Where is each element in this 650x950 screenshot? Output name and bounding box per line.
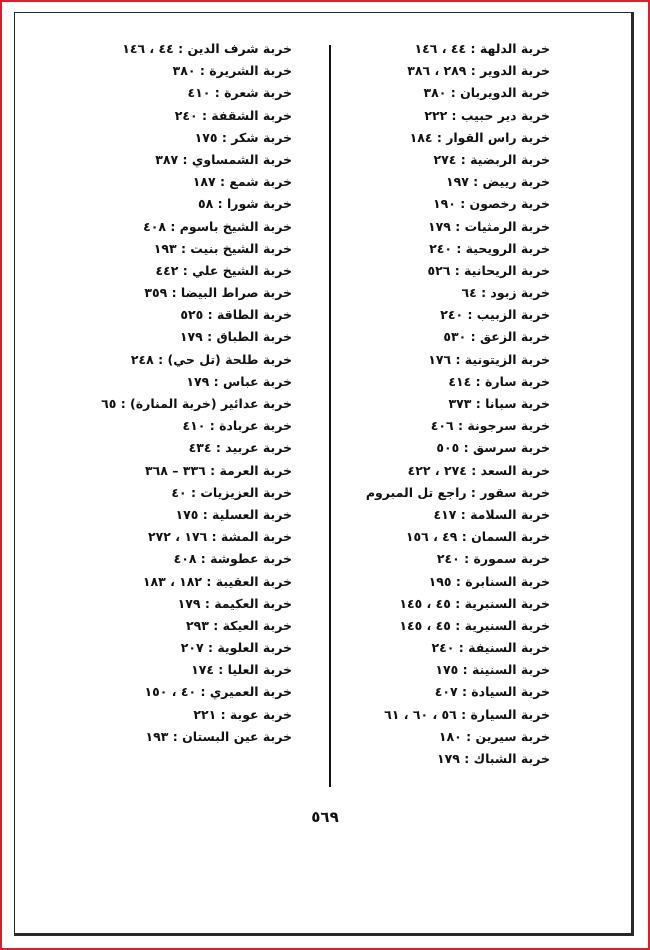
index-entry: خربة الزبيب : ٢٤٠ bbox=[440, 307, 550, 323]
index-entry: خربة الرويحية : ٢٤٠ bbox=[429, 240, 550, 256]
index-entry: خربة العرمة : ٣٣٦ – ٣٦٨ bbox=[145, 462, 292, 478]
index-entry: خربة شمع : ١٨٧ bbox=[192, 174, 292, 190]
index-entry: خربة العكيمة : ١٧٩ bbox=[177, 595, 292, 611]
index-entry: خربة السنابرة : ١٩٥ bbox=[428, 573, 550, 589]
index-entry: خربة شكر : ١٧٥ bbox=[194, 129, 292, 145]
index-entry: خربة عربادة : ٤١٠ bbox=[182, 418, 292, 434]
index-entry: خربة العلوية : ٢٠٧ bbox=[180, 640, 292, 656]
index-entry: خربة الشيخ باسوم : ٤٠٨ bbox=[143, 218, 292, 234]
index-entry: خربة الشمساوي : ٣٨٧ bbox=[155, 151, 292, 167]
index-entry: خربة الربضية : ٢٧٤ bbox=[433, 151, 550, 167]
index-entry: خربة طلحة (تل حي) : ٢٤٨ bbox=[130, 351, 292, 367]
index-entry: خربة عربيد : ٤٣٤ bbox=[188, 440, 292, 456]
index-entry: خربة عدائير (خربة المنارة) : ٦٥ bbox=[101, 396, 292, 411]
index-entry: خربة السنيفة : ٢٤٠ bbox=[431, 640, 550, 656]
index-entry: خربة سرجونة : ٤٠٦ bbox=[430, 418, 550, 434]
index-entry: خربة سارة : ٤١٤ bbox=[448, 373, 550, 389]
index-entry: خربة سيرين : ١٨٠ bbox=[438, 728, 550, 744]
index-entry: خربة الشيخ علي : ٤٤٢ bbox=[155, 262, 292, 278]
index-entry: خربة السنينة : ١٧٥ bbox=[435, 662, 550, 678]
index-entry: خربة عباس : ١٧٩ bbox=[186, 373, 292, 389]
index-entry: خربة السنيرية : ٤٥ ، ١٤٥ bbox=[399, 617, 550, 633]
index-entry: خربة العزيزيات : ٤٠ bbox=[171, 484, 292, 500]
index-entry: خربة السعد : ٢٧٤ ، ٤٢٢ bbox=[407, 462, 550, 478]
index-entry: خربة الطاقة : ٥٢٥ bbox=[180, 307, 292, 323]
index-entry: خربة الشقفة : ٢٤٠ bbox=[174, 107, 292, 123]
column-divider bbox=[329, 45, 331, 787]
index-entry: خربة سقور : راجع تل المبروم bbox=[365, 484, 550, 500]
index-column-left bbox=[82, 38, 292, 748]
index-entry: خربة الزعق : ٥٣٠ bbox=[443, 329, 550, 345]
page-number: ٥٦٩ bbox=[311, 808, 339, 826]
index-entry: خربة العميري : ٤٠ ، ١٥٠ bbox=[144, 684, 292, 700]
index-entry: خربة السنبرية : ٤٥ ، ١٤٥ bbox=[399, 595, 550, 611]
index-entry: خربة العليا : ١٧٤ bbox=[191, 662, 292, 678]
index-entry: خربة السمان : ٤٩ ، ١٥٦ bbox=[405, 529, 550, 545]
index-entry: خربة رييض : ١٩٧ bbox=[445, 174, 550, 190]
index-entry: خربة عوبة : ٢٢١ bbox=[193, 706, 292, 722]
index-entry: خربة العقيبة : ١٨٢ ، ١٨٣ bbox=[142, 573, 292, 589]
index-entry: خربة سمورة : ٢٤٠ bbox=[436, 551, 550, 567]
index-entry: خربة العسلية : ١٧٥ bbox=[175, 506, 292, 522]
index-entry: خربة الشباك : ١٧٩ bbox=[437, 751, 550, 766]
index-entry: خربة الزيتونية : ١٧٦ bbox=[428, 351, 550, 367]
index-entry: خربة المشة : ١٧٦ ، ٢٧٢ bbox=[147, 529, 292, 545]
index-entry: خربة الطباق : ١٧٩ bbox=[179, 329, 292, 345]
index-entry: خربة شورا : ٥٨ bbox=[198, 196, 292, 212]
index-entry: خربة الدويربان : ٣٨٠ bbox=[423, 85, 550, 101]
index-entry: خربة زبود : ٦٤ bbox=[461, 285, 550, 301]
index-entry: خربة الشيخ بنيت : ١٩٣ bbox=[153, 240, 292, 256]
index-entry: خربة عين البستان : ١٩٣ bbox=[145, 728, 292, 744]
index-entry: خربة الرمثيات : ١٧٩ bbox=[428, 218, 550, 234]
index-entry: خربة شرف الدين : ٤٤ ، ١٤٦ bbox=[122, 41, 292, 56]
index-entry: خربة رخصون : ١٩٠ bbox=[432, 196, 550, 212]
index-entry: خربة الريحانية : ٥٢٦ bbox=[427, 262, 550, 278]
index-entry: خربة سرسق : ٥٠٥ bbox=[436, 440, 550, 456]
index-column-right bbox=[360, 38, 550, 770]
index-entry: خربة الدوير : ٢٨٩ ، ٣٨٦ bbox=[407, 63, 550, 79]
index-entry: خربة شعرة : ٤١٠ bbox=[187, 85, 292, 101]
index-entry: خربة راس القوار : ١٨٤ bbox=[409, 129, 550, 145]
index-entry: خربة الدلهة : ٤٤ ، ١٤٦ bbox=[414, 41, 550, 56]
index-entry: خربة السيادة : ٤٠٧ bbox=[434, 684, 550, 700]
index-entry: خربة السلامة : ٤١٧ bbox=[433, 506, 550, 522]
index-entry: خربة عطوشة : ٤٠٨ bbox=[173, 551, 292, 567]
index-entry: خربة سبانا : ٣٧٣ bbox=[448, 396, 550, 411]
index-entry: خربة دير حبيب : ٢٢٢ bbox=[424, 107, 550, 123]
index-entry: خربة الشريرة : ٣٨٠ bbox=[172, 63, 292, 79]
index-entry: خربة العيكة : ٢٩٣ bbox=[186, 617, 292, 633]
index-entry: خربة صراط البيضا : ٣٥٩ bbox=[144, 285, 292, 301]
index-entry: خربة السيارة : ٥٦ ، ٦٠ ، ٦١ bbox=[384, 706, 550, 722]
